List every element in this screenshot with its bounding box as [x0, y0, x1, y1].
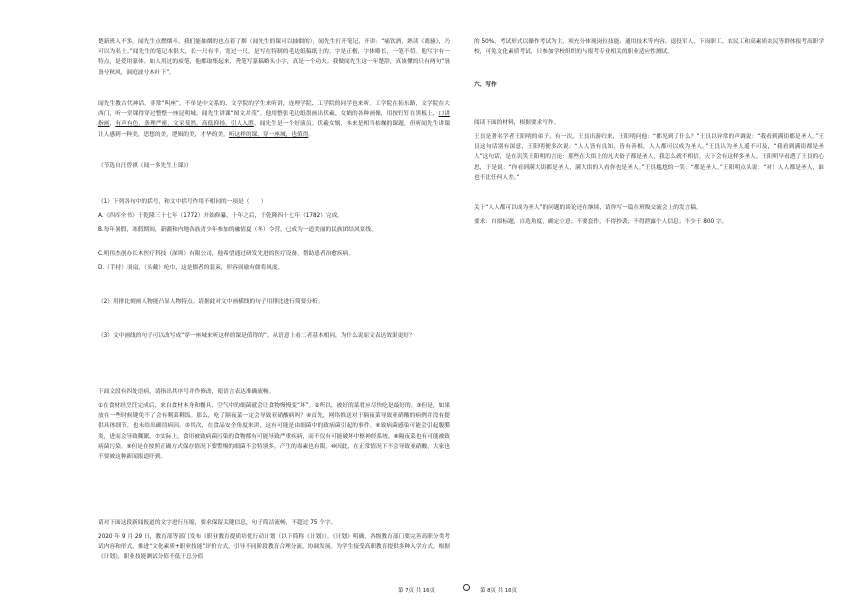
underlined-phrase-1: 口讲指画	[98, 111, 450, 128]
underlined-sentence: 听这样的课，穿一座城，也值得	[228, 131, 309, 138]
writing-intro: 阅读下面的材料，根据要求写作。	[474, 120, 560, 126]
underlined-phrase-2: 有声有色，条理严密，文采斐然，高低抑扬，引人入胜	[115, 121, 254, 128]
paragraph-text: 。闻先生是一个好演员。伏羲女娲，本来是相当枯燥的课题，但听闻先生讲课让人感到一种美，思想的美，逻辑的美，才华的美。	[98, 121, 451, 138]
option-b: B.每年暑假，寒假期间，新疆和内地各族青少年参加的融情夏（冬）令营，已成为一道美丽的民族团结风景线。	[98, 227, 377, 233]
passage-paragraph-2	[98, 99, 450, 140]
passage-paragraph-1: 楚新班人不多。闻先生点燃烟斗，我们能抽烟的也点着了烟（闻先生的课可以抽烟的），闻先生打开笔记，开讲：“痛饮酒，熟读《离骚》，乃可以为名士。”闻先生的笔记本很大，长一尺有半，宽过一尺，是写在特制的毛边纸稿纸上的。字是正楷，字体略长，一笔不苟。他写字有一特点，是爱用篆体。如人用过的废笔，他都取集起来，秃笔写篆稿略头小字，真是一个功夫。我做闻先生这一年楚辞，真该懂的只有两句“袅袅兮秋风，洞庭波兮木叶下”。	[98, 39, 450, 76]
question-1: （1）下列各句中的括号，和文中括号作用不相同的一项是（ ）	[98, 199, 267, 205]
question-5-text: 2020 年 9 月 29 日，教育部等部门发布《职业教育提质培优行动计划（以下简称《计划》）。《计划》明确，各级教育部门要完善高职分类考试内容和形式，推进“文化素质+职业技能”评价方式，引导不同阶段教育合理分流，协调发展。为学生接受高职教育提供多种入学方式。根据《计划》，职业技能测试分值不低于总分值	[98, 534, 450, 561]
paragraph-text: ，	[109, 121, 116, 128]
option-d: D.（手持）羽扇，（头戴）纶巾，这是儒者的装束，形容周瑜有儒将风度。	[98, 265, 284, 271]
source-note: （节选自汪曾祺《闻一多先生上课》）	[98, 163, 192, 169]
right-page	[474, 0, 824, 608]
option-c: C.明伟杰创办长木医疗科技（深圳）有限公司，他希望通过研发先进的医疗设备，帮助患者治愈疾病。	[98, 251, 355, 257]
writing-material: 王艮是著名学者王阳明的弟子。有一次，王艮出游归来，王阳明问他：“都见到了什么？”王艮以异常的声调说：“我看到满街都是圣人。”王艮这句话别有深意，王阳明便多次说：“人人皆有良知，皆有善根，人人都可以成为圣人。”王艮认为圣人遥不可及，“我看到满街都是圣人”这句话，是在讥笑王阳明的言论：那些在大街上的凡夫俗子都是圣人，我怎么就不相信。天下会有这样多圣人。王阳明早看透了王艮的心思，于是说：“你看到满大街都是圣人，满大街的人看你也是圣人。”王艮尴尬的一笑：“都是圣人。”王阳明点头说：“对！人人都是圣人，谁也不比任何人差。”	[474, 134, 824, 181]
question-3: （3）文中画线的句子可以改写成“穿一座城来听这样的课是值得的”。从语意上看二者基本相同，为什么说原文表达效果更好？	[98, 333, 415, 339]
writing-task: 关于“人人都可以成为圣人”的问题的谈论还在继续，请你写一篇在班级交流会上的发言稿。	[474, 205, 702, 211]
question-2: （2）用排比刻画人物能凸显人物特点。请据此对文中画横线的句子用排比进行简要分析。	[98, 299, 324, 305]
binding-hole-icon	[463, 584, 470, 591]
question-4: 下面文段有四处语病，请指出其序号并作修改，使语言表达准确流畅。	[98, 389, 275, 395]
page-number-left: 第 7页 共 16页	[398, 588, 435, 594]
paragraph-text: 闻先生教古代神话，非常“叫座”。不单是中文系的、文学院的学生来听讲，连理学院、工学院的同学也来听。工学院在拓东路，文学院在大西门，听一堂课得穿过整整一座昆明城。闻先生讲课“图文并茂”。他用整张毛边纸墨画出伏羲、女娲的各种画像，用按钉钉在黑板上，	[98, 101, 450, 118]
page-number-right: 第 8页 共 16页	[480, 588, 517, 594]
left-page	[98, 0, 450, 608]
paragraph-text: 。	[308, 131, 315, 138]
question-5: 请对下面这段新闻报道的文字进行压缩，要求保留关键信息，句子简洁流畅，不超过 75 个字。	[98, 520, 337, 526]
option-a: A.《四库全书》于乾隆三十七年（1772）开始修纂，十年之后，于乾隆四十七年（1782）完成。	[98, 213, 343, 219]
news-continuation: 的 50%，考试形式以操作考试为主，须充分体现岗位技能、通用技术等内容。退役军人、下岗职工、农民工和高素质农民等群体报考高职学校，可免文化素质考试，只参加学校组织的与报考专业相关的职业适应性测试。	[474, 39, 825, 56]
question-4-text: ①在食材经烹饪完成后，来自食材本身和餐具、空气中的细菌就会让食物慢慢变“坏”。②所以，被好的菜肴应尽快吃是最好的。③但是，如果放在一些时候键免不了会有剩菜剩饭。那么，吃了隔夜菜一定会导致亚硝酸病吗？④首先，网络推送对于隔夜菜导致亚硝酸的病例并没有提供具体细节，也未给出确切病因。⑤其次，在食品安全角度来讲，这有可能是由细菌中的致病菌引起的事件。⑥致病菌感染可能会引起腹膜炎，进而会导致糊眠。⑦实际上，食用被致病菌污染的食物都有可能导致严重疾病，而不仅有可能破坏中枢神经系统。⑧隔夜菜也有可能被致病菌污染。⑨但是在按照正确方式保存情况下要警惕的细菌不会特别多，产生的毒素也有限。⑩因此，在正常情况下不会导致亚硝酸，大家也不要被这种新闻报道吓到。	[98, 403, 450, 461]
writing-requirements: 要求：自拟标题，自选角度，确定立意；不要套作，不得抄袭；不得泄露个人信息；不少于 800 字。	[474, 219, 728, 225]
section-heading: 六、写作	[474, 82, 497, 88]
